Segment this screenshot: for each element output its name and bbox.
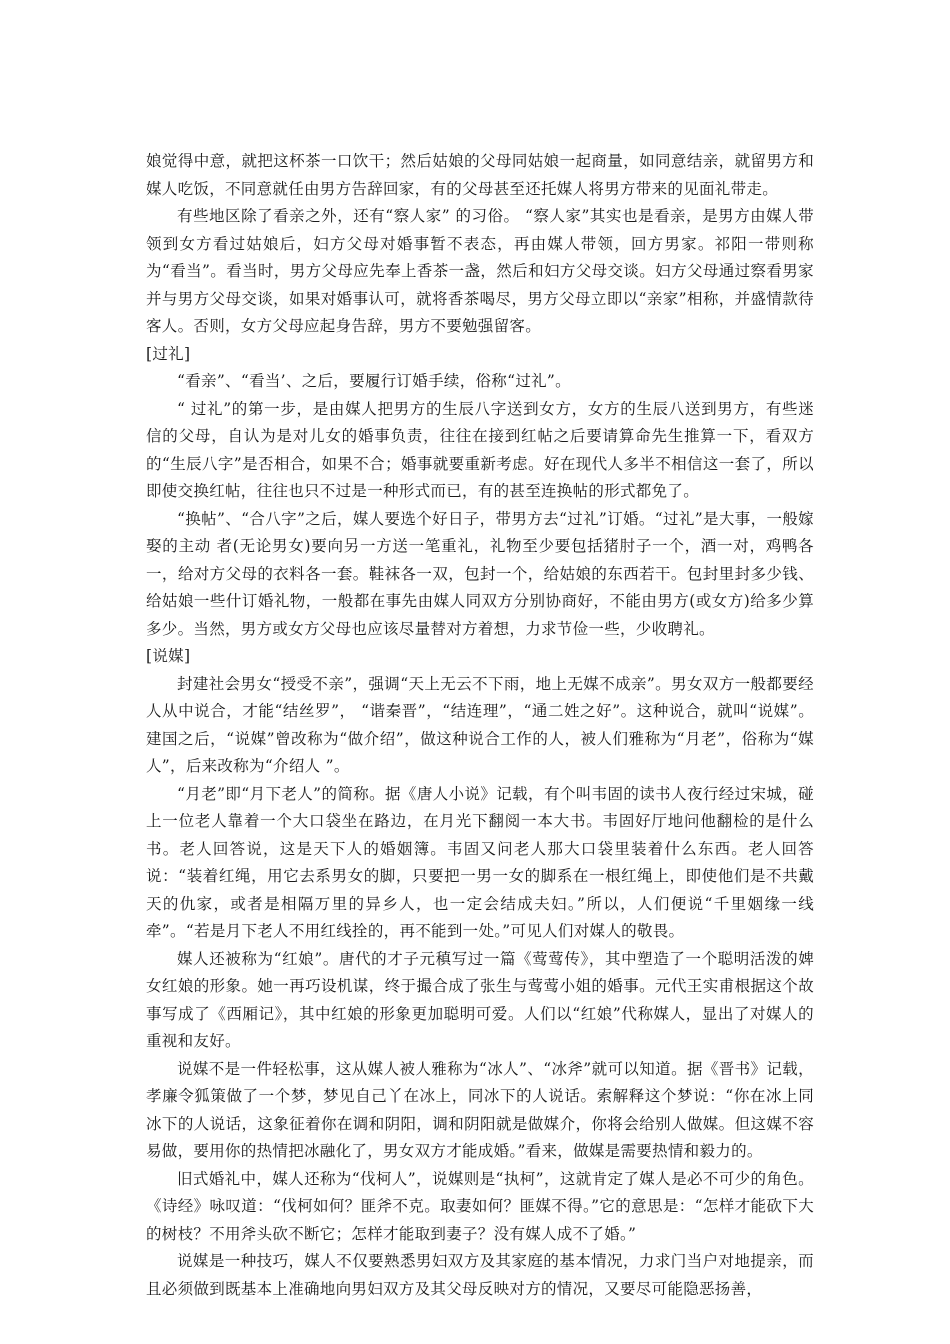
paragraph-yuelao: “月老”即“月下老人”的简称。据《唐人小说》记载，有个叫韦固的读书人夜行经过宋城，碰上一位老人靠着一个大口袋坐在路边，在月光下翻阅一本大书。韦固好厅地问他翻检的是什么书。老人回答说，这是天下人的婚姻簿。韦固又问老人那大口袋里装着什么东西。老人回答说：“装着红绳，用它去系男女的脚，只要把一男一女的脚系在一根红绳上，即使他们是不共戴天的仇家，或者是相隔万里的异乡人，也一定会结成夫妇。”所以，人们便说“千里姻缘一线牵”。“若是月下老人不用红线拴的，再不能到一处。”可见人们对媒人的敬畏。 — [146, 784, 814, 940]
paragraph-guoli-intro: “看亲”、“看当’、之后，要履行订婚手续，俗称“过礼”。 — [177, 372, 571, 390]
paragraph-chaqinjia: 有些地区除了看亲之外，还有“察人家” 的习俗。 “察人家”其实也是看亲，是男方由媒人带领到女方看过姑娘后，妇方父母对婚事暂不表态，再由媒人带领，回方男家。祁阳一带则称为“看当”。看当时，男方父母应先奉上香茶一盏，然后和妇方父母交谈。妇方父母通过察看男家并与男方父母交谈，如果对婚事认可，就将香茶喝尽，男方父母立即以“亲家”相称，并盛情款待客人。否则，女方父母应起身告辞，男方不要勉强留客。 — [146, 207, 814, 335]
paragraph-shuomei-intro: 封建社会男女“授受不亲”，强调“天上无云不下雨，地上无媒不成亲”。男女双方一般都要经人从中说合，才能“结丝罗”， “谐秦晋”，“结连理”，“通二姓之好”。这种说合，就叫“说媒”。建国之后，“说媒”曾改称为“做介绍”，做这种说合工作的人，被人们雅称为“月老”，俗称为“媒人”，后来改称为“介绍人 ”。 — [146, 674, 814, 775]
paragraph-fakeren: 旧式婚礼中，媒人还称为“伐柯人”，说媒则是“执柯”，这就肯定了媒人是必不可少的角色。《诗经》咏叹道：“伐柯如何？匪斧不克。取妻如何？匪媒不得。”它的意思是：“怎样才能砍下大的树枝？不用斧头砍不断它；怎样才能取到妻子？没有媒人成不了婚。” — [146, 1169, 814, 1243]
paragraph-guoli-first-step: “ 过礼”的第一步，是由媒人把男方的生辰八字送到女方，女方的生辰八送到男方，有些迷信的父母，自认为是对儿女的婚事负责，往往在接到红帖之后要请算命先生推算一下，看双方的“生辰八字”是否相合，如果不合；婚事就要重新考虑。好在现代人多半不相信这一套了，所以即使交换红帖，往往也只不过是一种形式而已，有的甚至连换帖的形式都免了。 — [146, 399, 814, 500]
document-body — [146, 148, 814, 1303]
paragraph-bingren: 说媒不是一件轻松事，这从媒人被人雅称为“冰人”、“冰斧”就可以知道。据《晋书》记载，孝廉令狐策做了一个梦，梦见自己丫在冰上，同冰下的人说话。索解释这个梦说：“你在冰上同冰下的人说话，这象征着你在调和阴阳，调和阴阳就是做媒介，你将会给别人做媒。但这媒不容易做，要用你的热情把冰融化了，男女双方才能成婚。”看来，做媒是需要热情和毅力的。 — [146, 1059, 814, 1160]
paragraph-continued: 娘觉得中意，就把这杯茶一口饮干；然后姑娘的父母同姑娘一起商量，如同意结亲，就留男方和媒人吃饭，不同意就任由男方告辞回家，有的父母甚至还托媒人将男方带来的见面礼带走。 — [146, 152, 814, 198]
section-heading-shuomei: [说媒] — [146, 647, 191, 665]
section-heading-guoli: [过礼] — [146, 344, 191, 363]
paragraph-skill: 说媒是一种技巧，媒人不仅要熟悉男妇双方及其家庭的基本情况，力求门当户对地提亲，而且必须做到既基本上准确地向男妇双方及其父母反映对方的情况，又要尽可能隐恶扬善， — [146, 1252, 814, 1298]
paragraph-guoli-engagement: “换帖”、“合八字”之后，媒人要选个好日子，带男方去“过礼”订婚。“过礼”是大事，一般嫁娶的主动 者(无论男女)要向另一方送一笔重礼，礼物至少要包括猪肘子一个，酒一对，鸡鸭各一，给对方父母的衣料各一套。鞋袜各一双，包封一个，给姑娘的东西若干。包封里封多少钱、给姑娘一些什订婚礼物，一般都在事先由媒人同双方分别协商好，不能由男方(或女方)给多少算多少。当然，男方或女方父母也应该尽量替对方着想，力求节俭一些，少收聘礼。 — [146, 509, 814, 638]
paragraph-hongniang: 媒人还被称为“红娘”。唐代的才子元稹写过一篇《莺莺传》，其中塑造了一个聪明活泼的婢女红娘的形象。她一再巧设机谋，终于撮合成了张生与莺莺小姐的婚事。元代王实甫根据这个故事写成了《西厢记》，其中红娘的形象更加聪明可爱。人们以“红娘”代称媒人，显出了对媒人的重视和友好。 — [146, 949, 814, 1050]
